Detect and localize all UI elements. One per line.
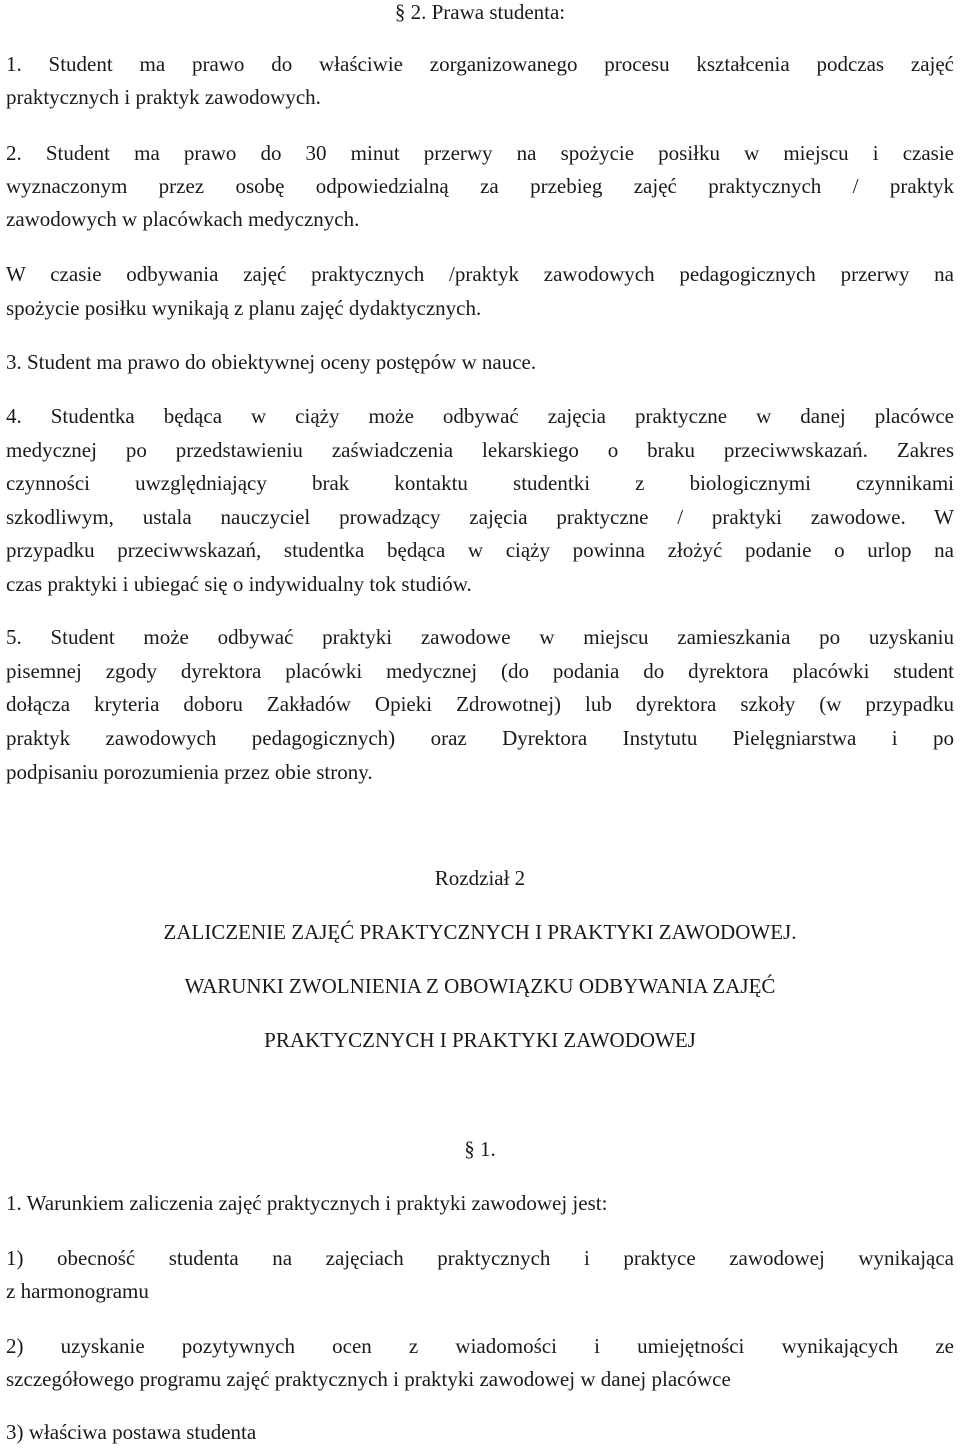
chapter-title-line-2: WARUNKI ZWOLNIENIA Z OBOWIĄZKU ODBYWANIA ZAJĘĆ [184,974,776,998]
p5-line-4: praktyk zawodowych pedagogicznych) oraz Dyrektora Instytutu Pielęgniarstwa i po [6,726,954,750]
p4-line-3: czynności uwzględniający brak kontaktu studentki z biologicznymi czynnikami [6,471,954,495]
p4-line-4: szkodliwym, ustala nauczyciel prowadzący zajęcia praktyczne / praktyki zawodowe. W [6,505,954,529]
s1-intro: 1. Warunkiem zaliczenia zajęć praktycznych i praktyki zawodowej jest: [6,1191,608,1215]
condition-2-line-2: szczegółowego programu zajęć praktycznych i praktyki zawodowej w danej placówce [6,1367,731,1391]
p2b-line-1: W czasie odbywania zajęć praktycznych /praktyk zawodowych pedagogicznych przerwy na [6,262,954,286]
chapter-title-line-1: ZALICZENIE ZAJĘĆ PRAKTYCZNYCH I PRAKTYKI ZAWODOWEJ. [163,920,797,944]
condition-1-line-2: z harmonogramu [6,1279,149,1303]
section-1-heading: § 1. [464,1137,496,1161]
p2b-line-2: spożycie posiłku wynikają z planu zajęć dydaktycznych. [6,296,482,320]
p1-line-2: praktycznych i praktyk zawodowych. [6,85,321,109]
p4-line-6: czas praktyki i ubiegać się o indywidualny tok studiów. [6,572,472,596]
p4-line-2: medycznej po przedstawieniu zaświadczenia lekarskiego o braku przeciwwskazań. Zakres [6,438,954,462]
p5-line-1: 5. Student może odbywać praktyki zawodowe w miejscu zamieszkania po uzyskaniu [6,625,954,649]
p2-line-2: wyznaczonym przez osobę odpowiedzialną za przebieg zajęć praktycznych / praktyk [6,174,954,198]
condition-1-line-1: 1) obecność studenta na zajęciach praktycznych i praktyce zawodowej wynikająca [6,1246,954,1270]
p2-line-1: 2. Student ma prawo do 30 minut przerwy na spożycie posiłku w miejscu i czasie [6,141,954,165]
section-2-heading: § 2. Prawa studenta: [394,0,566,24]
p5-line-5: podpisaniu porozumienia przez obie strony. [6,760,373,784]
p3-line: 3. Student ma prawo do obiektywnej oceny postępów w nauce. [6,350,537,374]
condition-2-line-1: 2) uzyskanie pozytywnych ocen z wiadomości i umiejętności wynikających ze [6,1334,954,1358]
chapter-title-line-3: PRAKTYCZNYCH I PRAKTYKI ZAWODOWEJ [264,1028,696,1052]
p4-line-1: 4. Studentka będąca w ciąży może odbywać zajęcia praktyczne w danej placówce [6,404,954,428]
p5-line-3: dołącza kryteria doboru Zakładów Opieki Zdrowotnej) lub dyrektora szkoły (w przypadku [6,692,954,716]
p2-line-3: zawodowych w placówkach medycznych. [6,207,360,231]
condition-3-line: 3) właściwa postawa studenta [6,1420,257,1444]
chapter-label: Rozdział 2 [434,866,526,890]
p1-line-1: 1. Student ma prawo do właściwie zorganizowanego procesu kształcenia podczas zajęć [6,52,954,76]
p4-line-5: przypadku przeciwwskazań, studentka będąca w ciąży powinna złożyć podanie o urlop na [6,538,954,562]
p5-line-2: pisemnej zgody dyrektora placówki medycznej (do podania do dyrektora placówki student [6,659,954,683]
